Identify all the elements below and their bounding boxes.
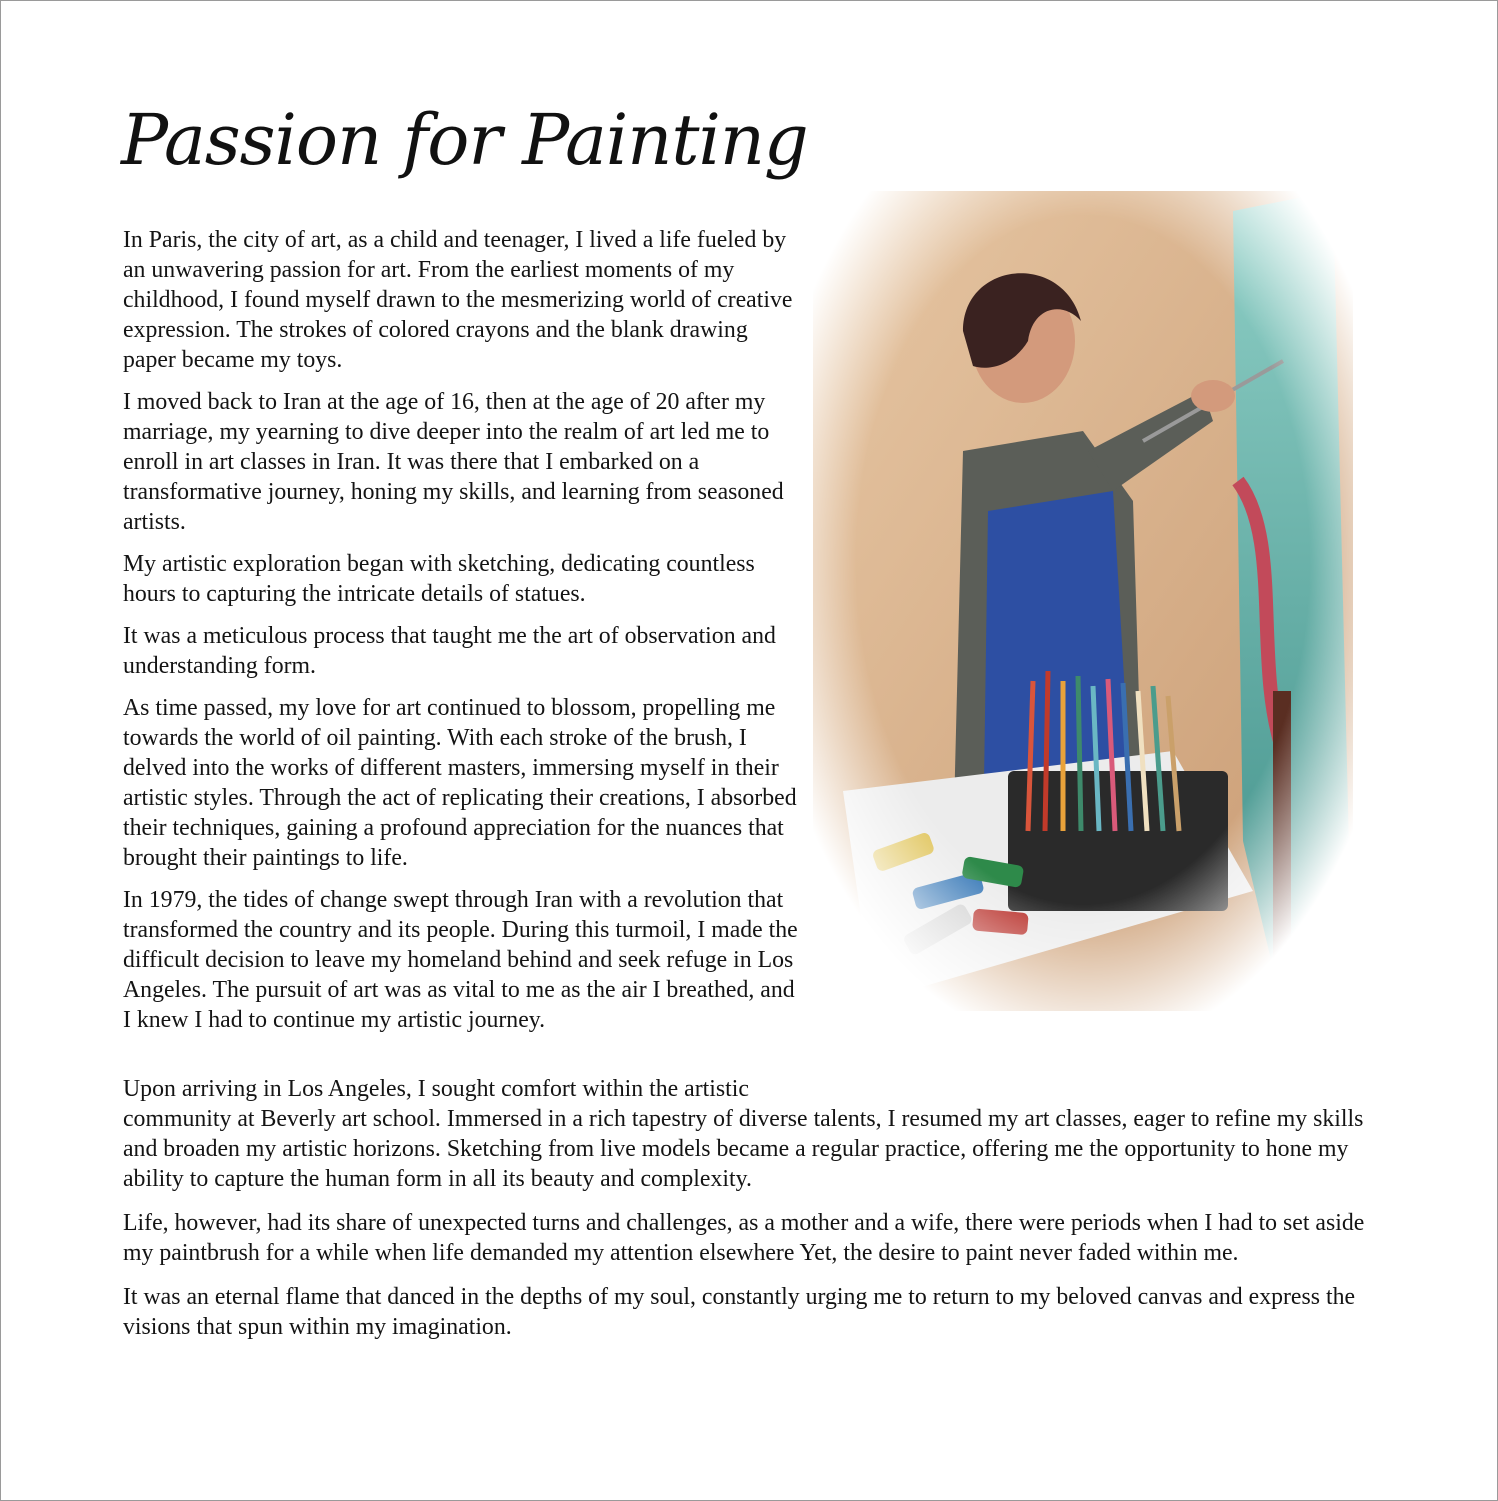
- paragraph-paris-childhood: In Paris, the city of art, as a child and teenager, I lived a life fueled by an unwavering passion for art. From the earliest moments of my childhood, I found myself drawn to the mesmerizing world of creative expression. The strokes of colored crayons and the blank drawing paper became my toys.: [123, 227, 793, 373]
- paragraph-los-angeles-first-line: Upon arriving in Los Angeles, I sought comfort within the artistic: [123, 1076, 749, 1102]
- text-column: [123, 225, 803, 1035]
- paragraph-los-angeles-rest: community at Beverly art school. Immersed in a rich tapestry of diverse talents, I resumed my art classes, eager to refine my skills and broaden my artistic horizons. Sketching from live models became a regular practice, offering me the opportunity to hone my ability to capture the human form in all its beauty and complexity.: [123, 1106, 1364, 1192]
- paragraph-eternal-flame: It was an eternal flame that danced in the depths of my soul, constantly urging me to return to my beloved canvas and express the visions that spun within my imagination.: [123, 1284, 1356, 1340]
- paragraph-move-to-iran: I moved back to Iran at the age of 16, then at the age of 20 after my marriage, my yearning to dive deeper into the realm of art led me to enroll in art classes in Iran. It was there that I embarked on a transformative journey, honing my skills, and learning from seasoned artists.: [123, 389, 784, 535]
- page-title: Passion for Painting: [121, 99, 808, 181]
- paragraph-sketching: My artistic exploration began with sketching, dedicating countless hours to capturing the intricate details of statues.: [123, 551, 755, 607]
- paragraph-observation: It was a meticulous process that taught me the art of observation and understanding form.: [123, 623, 776, 679]
- paragraph-los-angeles: [123, 1074, 1393, 1194]
- artist-photo: [813, 191, 1353, 1011]
- paragraph-challenges: Life, however, had its share of unexpected turns and challenges, as a mother and a wife, there were periods when I had to set aside my paintbrush for a while when life demanded my attention elsewhere Yet, the desire to paint never faded within me.: [123, 1210, 1365, 1266]
- wide-text: [123, 1074, 1393, 1356]
- paragraph-revolution: In 1979, the tides of change swept through Iran with a revolution that transformed the country and its people. During this turmoil, I made the difficult decision to leave my homeland behind and seek refuge in Los Angeles. The pursuit of art was as vital to me as the air I breathed, and I knew I had to continue my artistic journey.: [123, 887, 798, 1033]
- paragraph-oil-painting: As time passed, my love for art continued to blossom, propelling me towards the world of oil painting. With each stroke of the brush, I delved into the works of different masters, immersing myself in their artistic styles. Through the act of replicating their creations, I absorbed their techniques, gaining a profound appreciation for the nuances that brought their paintings to life.: [123, 695, 797, 871]
